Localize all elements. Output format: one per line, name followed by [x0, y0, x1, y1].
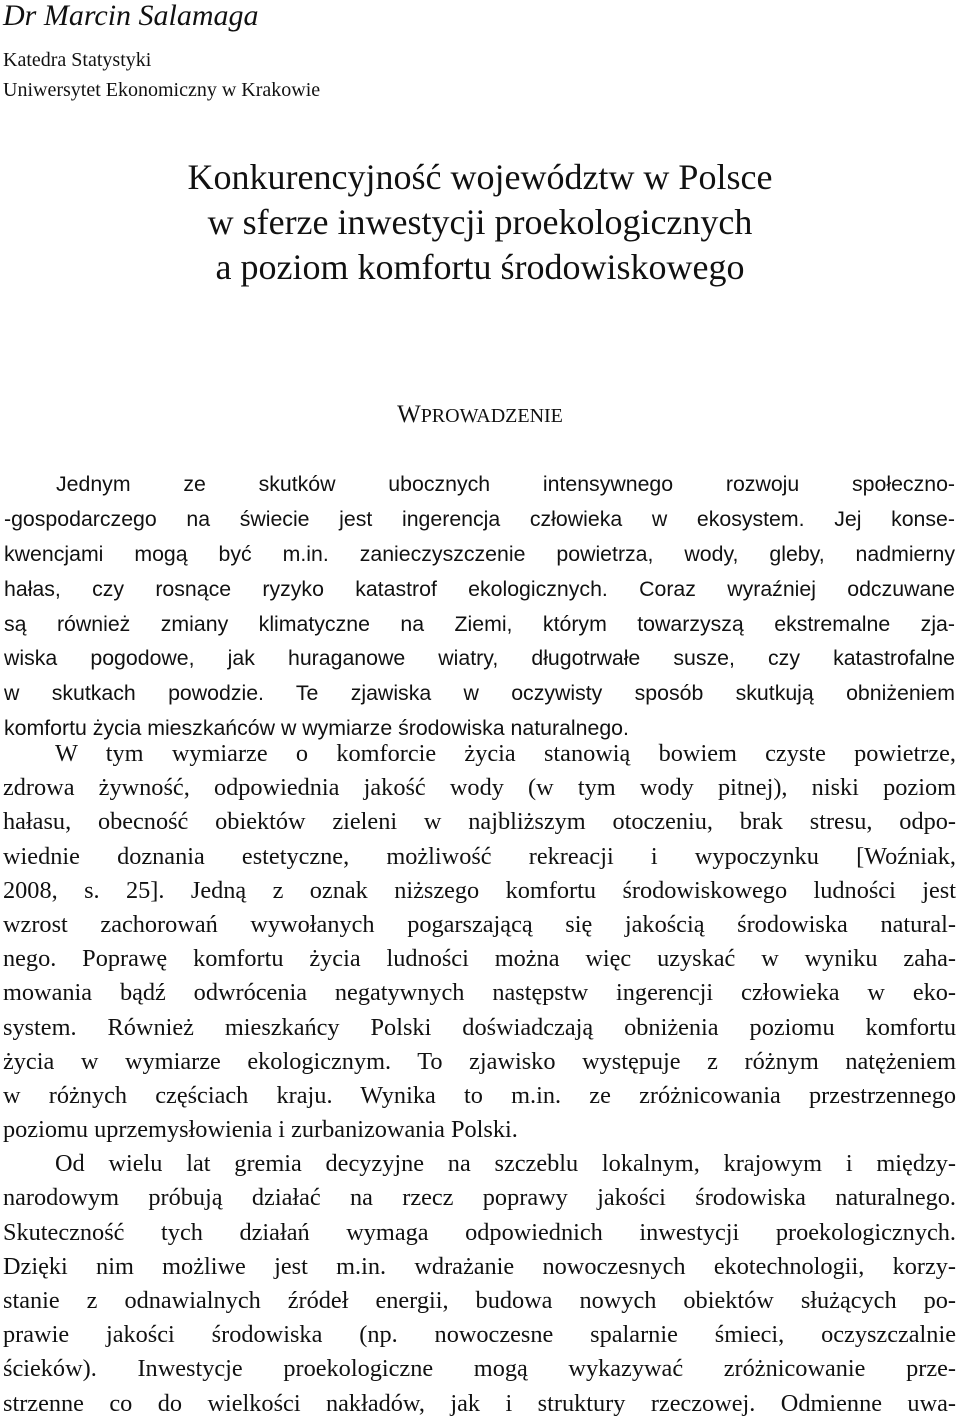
section-heading — [0, 398, 960, 433]
text-line: 2008, s. 25]. Jedną z oznak niższego komfortu środowiskowego ludności jest — [3, 876, 956, 904]
title-line: w sferze inwestycji proekologicznych — [207, 202, 753, 242]
text-line: zdrowa żywność, odpowiednia jakość wody (w tym wody pitnej), niski poziom — [3, 774, 956, 802]
text-line: nego. Poprawę komfortu życia ludności można więc uzyskać w wyniku zaha- — [3, 945, 956, 973]
title-line: a poziom komfortu środowiskowego — [215, 247, 745, 287]
section-heading-rest: PROWADZENIE — [420, 405, 563, 427]
text-line: kwencjami mogą być m.in. zanieczyszczenie powietrza, wody, gleby, nadmierny — [4, 541, 955, 566]
text-line: prawie jakości środowiska (np. nowoczesne spalarnie śmieci, oczyszczalnie — [3, 1321, 956, 1349]
text-line: w skutkach powodzie. Te zjawiska w oczywisty sposób skutkują obniżeniem — [4, 681, 955, 706]
section-heading-initial: W — [397, 401, 421, 428]
affiliation-department: Katedra Statystyki — [3, 49, 152, 71]
affiliation-university: Uniwersytet Ekonomiczny w Krakowie — [3, 79, 321, 101]
paper-title — [0, 155, 960, 290]
text-line: stanie z odnawialnych źródeł energii, budowa nowych obiektów służących po- — [3, 1287, 956, 1314]
text-line: narodowym próbują działać na rzecz poprawy jakości środowiska naturalnego. — [3, 1184, 956, 1212]
text-line: Od wielu lat gremia decyzyjne na szczeblu lokalnym, krajowym i między- — [55, 1150, 956, 1178]
text-line: system. Również mieszkańcy Polski doświadczają obniżenia poziomu komfortu — [3, 1013, 956, 1041]
text-line: mowania bądź odwrócenia negatywnych następstw ingerencji człowieka w eko- — [3, 979, 956, 1007]
text-line: Skuteczność tych działań wymaga odpowiednich inwestycji proekologicznych. — [3, 1218, 956, 1246]
text-line: strzenne co do wielkości nakładów, jak i struktury rzeczowej. Odmienne uwa- — [3, 1389, 956, 1417]
title-line: Konkurencyjność województw w Polsce — [187, 157, 773, 197]
text-line: hałas, czy rosnące ryzyko katastrof ekologicznych. Coraz wyraźniej odczuwane — [4, 576, 955, 601]
text-line: są również zmiany klimatyczne na Ziemi, którym towarzyszą ekstremalne zja- — [4, 611, 955, 636]
text-line: wiska pogodowe, jak huraganowe wiatry, długotrwałe susze, czy katastrofalne — [4, 646, 955, 671]
text-line: Jednym ze skutków ubocznych intensywnego rozwoju społeczno- — [56, 472, 955, 496]
author-name: Dr Marcin Salamaga — [3, 0, 259, 32]
text-line: życia w wymiarze ekologicznym. To zjawisko występuje z różnym natężeniem — [3, 1047, 956, 1075]
text-line: w różnych częściach kraju. Wynika to m.in. ze zróżnicowania przestrzennego — [3, 1081, 956, 1109]
text-line: Dzięki nim możliwe jest m.in. wdrażanie nowoczesnych ekotechnologii, korzy- — [3, 1252, 956, 1280]
text-line: wiednie doznania estetyczne, możliwość rekreacji i wypoczynku [Woźniak, — [3, 842, 956, 870]
text-line: hałasu, obecność obiektów zieleni w najbliższym otoczeniu, brak stresu, odpo- — [3, 808, 956, 836]
intro-paragraph — [4, 467, 955, 746]
text-line: ścieków). Inwestycje proekologiczne mogą wykazywać zróżnicowanie prze- — [3, 1355, 956, 1383]
text-line: wzrost zachorowań wywołanych pogarszającą się jakością środowiska natural- — [3, 910, 956, 938]
text-line: komfortu życia mieszkańców w wymiarze środowiska naturalnego. — [4, 716, 629, 741]
body-paragraphs — [3, 737, 956, 1421]
text-line: -gospodarczego na świecie jest ingerencja człowieka w ekosystem. Jej konse- — [4, 506, 955, 531]
text-line: W tym wymiarze o komforcie życia stanowią bowiem czyste powietrze, — [55, 740, 956, 767]
text-line: poziomu uprzemysłowienia i zurbanizowania Polski. — [3, 1116, 518, 1144]
